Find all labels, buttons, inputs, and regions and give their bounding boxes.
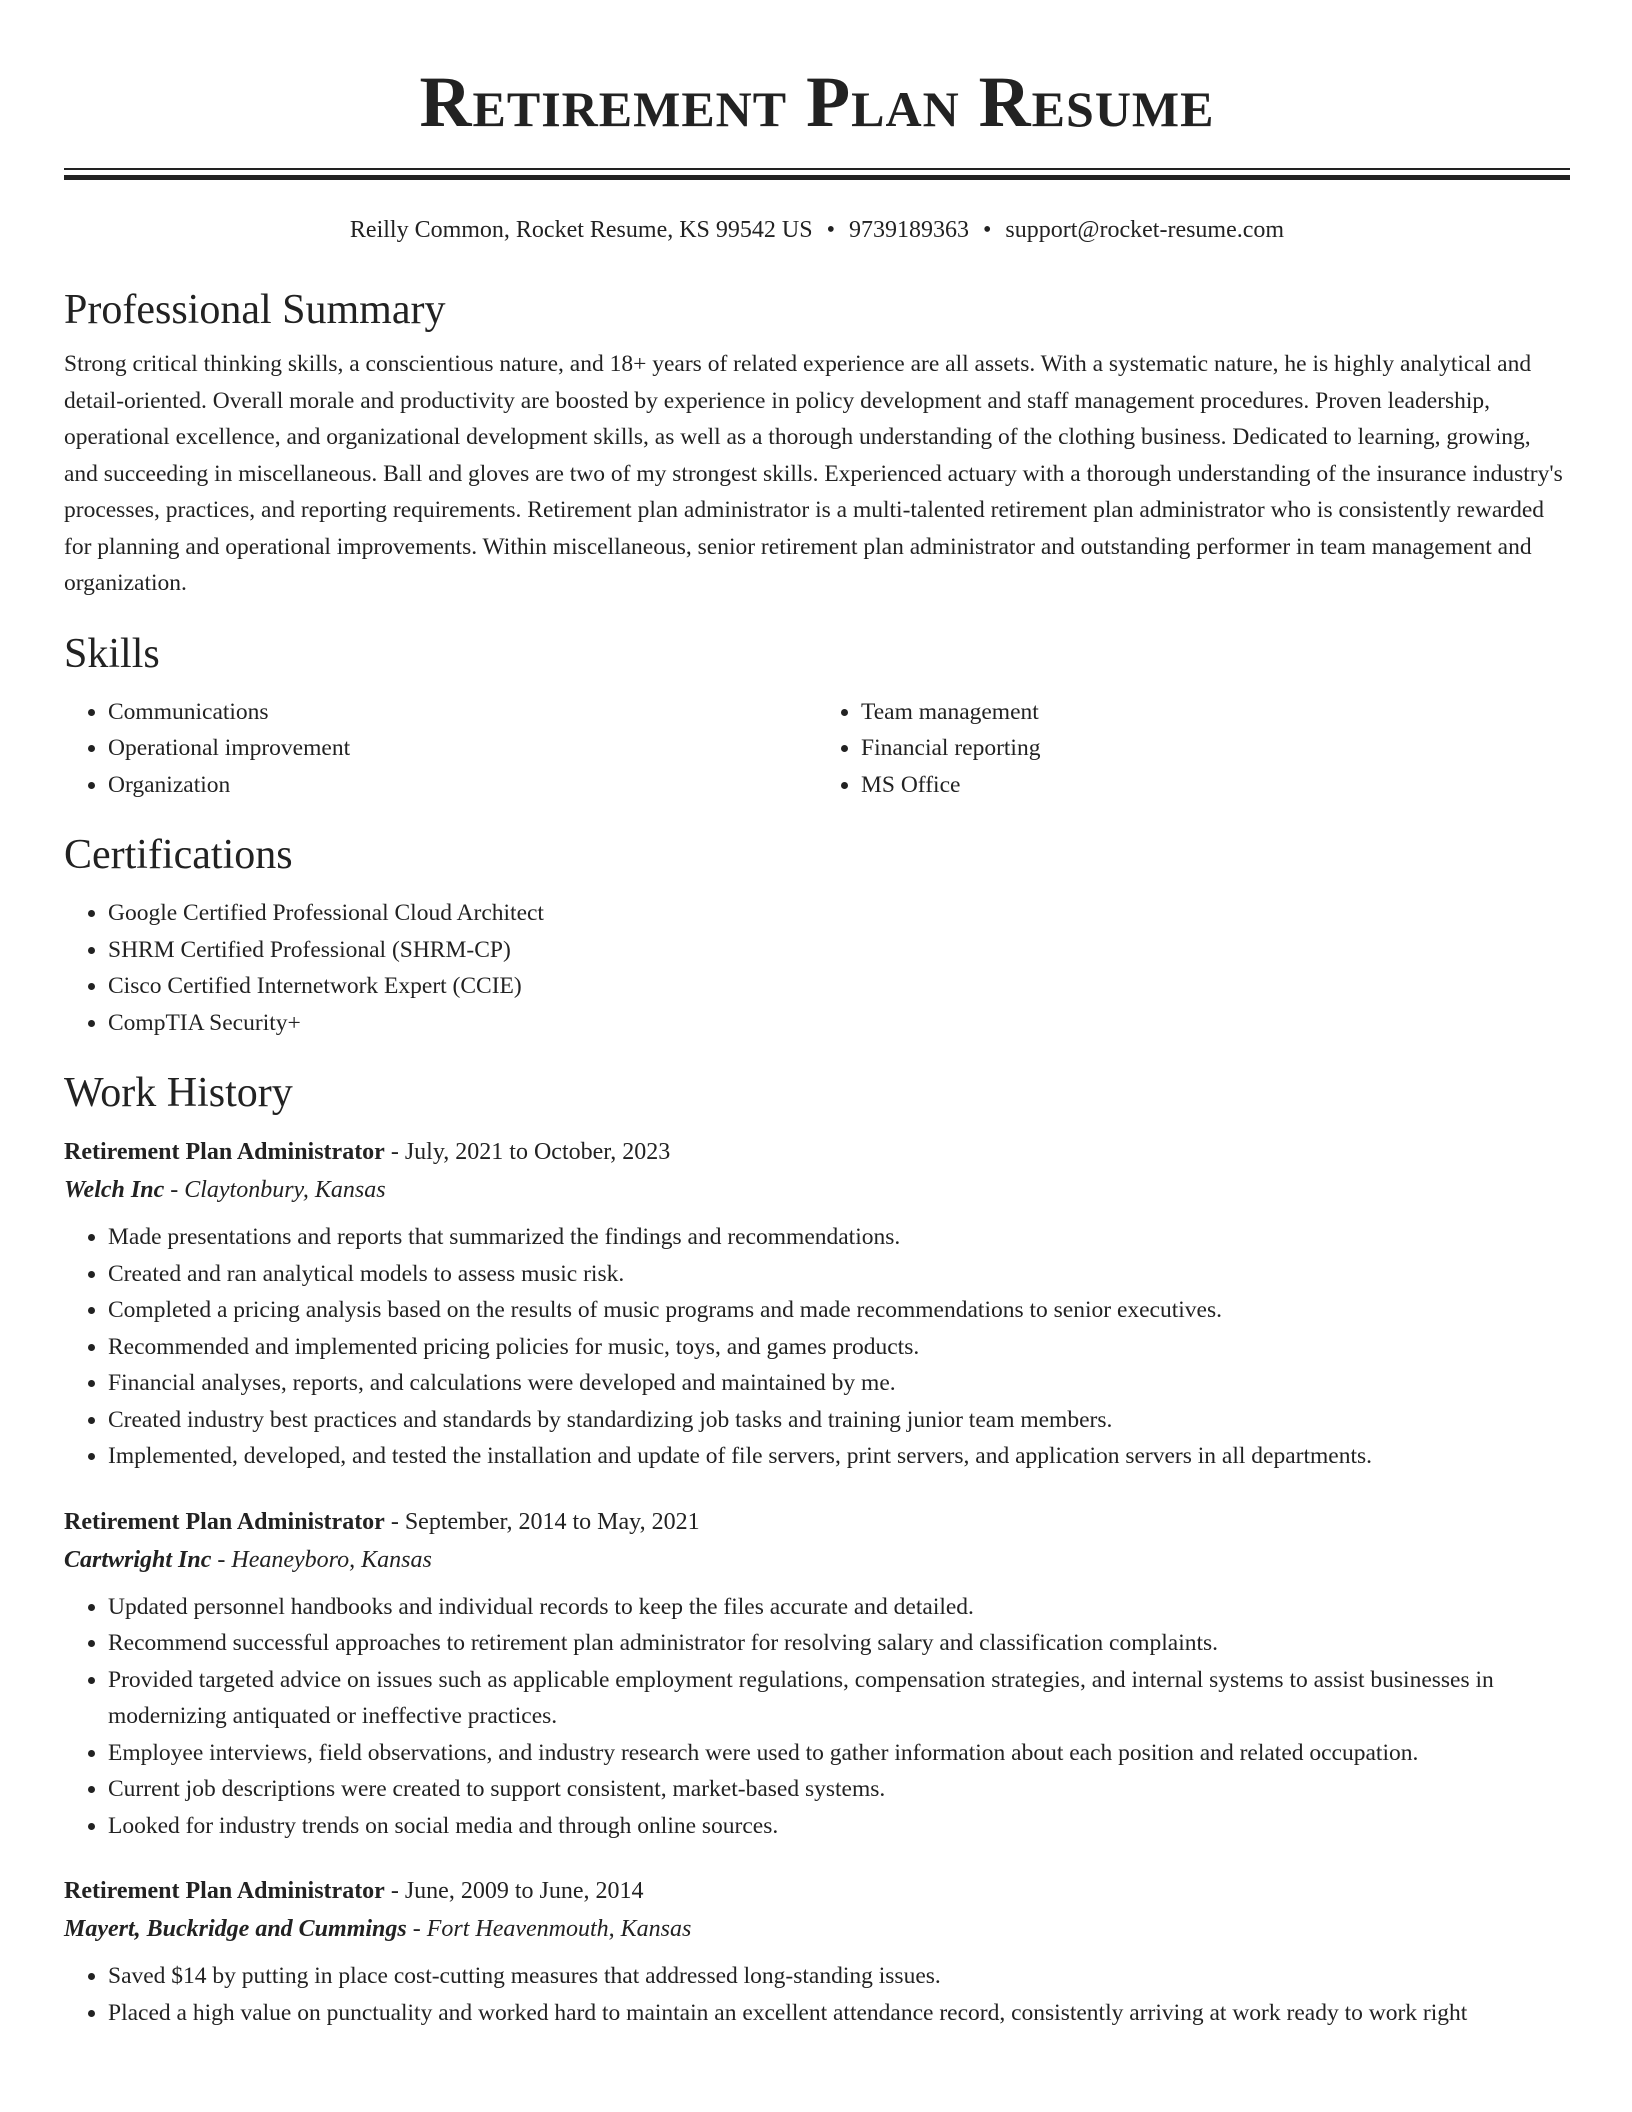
job-company: Mayert, Buckridge and Cummings [64,1916,407,1942]
job-dates: - September, 2014 to May, 2021 [384,1508,700,1535]
job-bullet: • Created industry best practices and standards by standardizing job tasks and training junior team members. [108,1402,1570,1439]
job-company-line [64,1171,1570,1209]
skills-list [64,694,1570,804]
contact-separator: • [826,217,835,243]
resume-page [64,0,1570,2031]
skills-heading: Skills [64,630,160,677]
job-title: Retirement Plan Administrator [64,1878,385,1904]
summary-heading: Professional Summary [64,287,446,333]
job-title-line [64,1503,1570,1541]
job-bullet: • Current job descriptions were created to support consistent, market-based systems. [108,1771,1570,1808]
job-entry [64,1872,1570,2031]
certification-item: • Cisco Certified Internetwork Expert (CCIE) [108,968,1570,1005]
contact-line [64,214,1570,246]
job-company: Cartwright Inc [64,1546,212,1573]
job-location: - Claytonbury, Kansas [164,1177,386,1203]
work-history-heading: Work History [64,1070,293,1116]
job-bullet: • Created and ran analytical models to assess music risk. [108,1256,1570,1293]
job-bullet: • Provided targeted advice on issues such as applicable employment regulations, compensation strategies, and internal systems to assist businesses in modernizing antiquated or ineffective practices. [108,1662,1570,1735]
job-title-line [64,1133,1570,1171]
contact-email: support@rocket-resume.com [1005,217,1285,243]
job-bullet: • Implemented, developed, and tested the installation and update of file servers, print servers, and application servers in all departments. [108,1438,1570,1475]
job-company: Welch Inc [64,1177,165,1203]
job-bullet: • Employee interviews, field observations, and industry research were used to gather information about each position and related occupation. [108,1735,1570,1772]
skills-column-right [817,694,1570,804]
job-title: Retirement Plan Administrator [64,1139,385,1165]
contact-separator: • [982,217,992,243]
job-entry [64,1503,1570,1845]
header-divider-thin [64,168,1570,170]
certification-item: • Google Certified Professional Cloud Architect [108,895,1570,932]
job-bullets [64,1219,1570,1475]
page-title: Retirement Plan Resume [419,62,1215,142]
skill-item: • Operational improvement [108,730,817,767]
skills-column-left [64,694,817,804]
certifications-heading: Certifications [64,832,293,878]
job-bullet: • Saved $14 by putting in place cost-cutting measures that addressed long-standing issues. [108,1958,1570,1995]
job-bullet: • Recommend successful approaches to retirement plan administrator for resolving salary and classification complaints. [108,1625,1570,1662]
job-dates: - June, 2009 to June, 2014 [384,1878,644,1904]
job-entry [64,1133,1570,1475]
certifications-list [64,895,1570,1041]
header-divider-thick [64,175,1570,180]
job-bullet: • Made presentations and reports that summarized the findings and recommendations. [108,1219,1570,1256]
job-location: - Fort Heavenmouth, Kansas [406,1916,692,1942]
job-location: - Heaneyboro, Kansas [211,1546,432,1573]
job-bullet: • Recommended and implemented pricing policies for music, toys, and games products. [108,1329,1570,1366]
job-bullet: • Financial analyses, reports, and calculations were developed and maintained by me. [108,1365,1570,1402]
job-bullets [64,1589,1570,1845]
skill-item: • Communications [108,694,817,731]
summary-text: Strong critical thinking skills, a conscientious nature, and 18+ years of related experience are all assets. With a systematic nature, he is highly analytical and detail-oriented. Overall morale and productivity are boosted by experience in policy development and staff management procedures. Proven leadership, operational excellence, and organizational development skills, as well as a thorough understanding of the clothing business. Dedicated to learning, growing, and succeeding in miscellaneous. Ball and gloves are two of my strongest skills. Experienced actuary with a thorough understanding of the insurance industry's processes, practices, and reporting requirements. Retirement plan administrator is a multi-talented retirement plan administrator who is consistently rewarded for planning and operational improvements. Within miscellaneous, senior retirement plan administrator and outstanding performer in team management and organization. [64,351,1563,596]
skill-item: • Team management [861,694,1570,731]
job-company-line [64,1910,1570,1948]
job-company-line [64,1541,1570,1579]
job-dates: - July, 2021 to October, 2023 [384,1139,671,1165]
job-bullet: • Looked for industry trends on social media and through online sources. [108,1808,1570,1845]
contact-address: Reilly Common, Rocket Resume, KS 99542 US [349,217,813,243]
job-bullet: • Updated personnel handbooks and individual records to keep the files accurate and detailed. [108,1589,1570,1626]
job-title-line [64,1872,1570,1910]
skill-item: • Organization [108,767,817,804]
job-title: Retirement Plan Administrator [64,1508,385,1535]
skill-item: • Financial reporting [861,730,1570,767]
certification-item: • SHRM Certified Professional (SHRM-CP) [108,932,1570,969]
skill-item: • MS Office [861,767,1570,804]
job-bullet: • Placed a high value on punctuality and worked hard to maintain an excellent attendance record, consistently arriving at work ready to work right [108,1995,1570,2032]
certification-item: • CompTIA Security+ [108,1005,1570,1042]
contact-phone: 9739189363 [848,217,969,243]
job-bullet: • Completed a pricing analysis based on the results of music programs and made recommendations to senior executives. [108,1292,1570,1329]
job-bullets [64,1958,1570,2031]
